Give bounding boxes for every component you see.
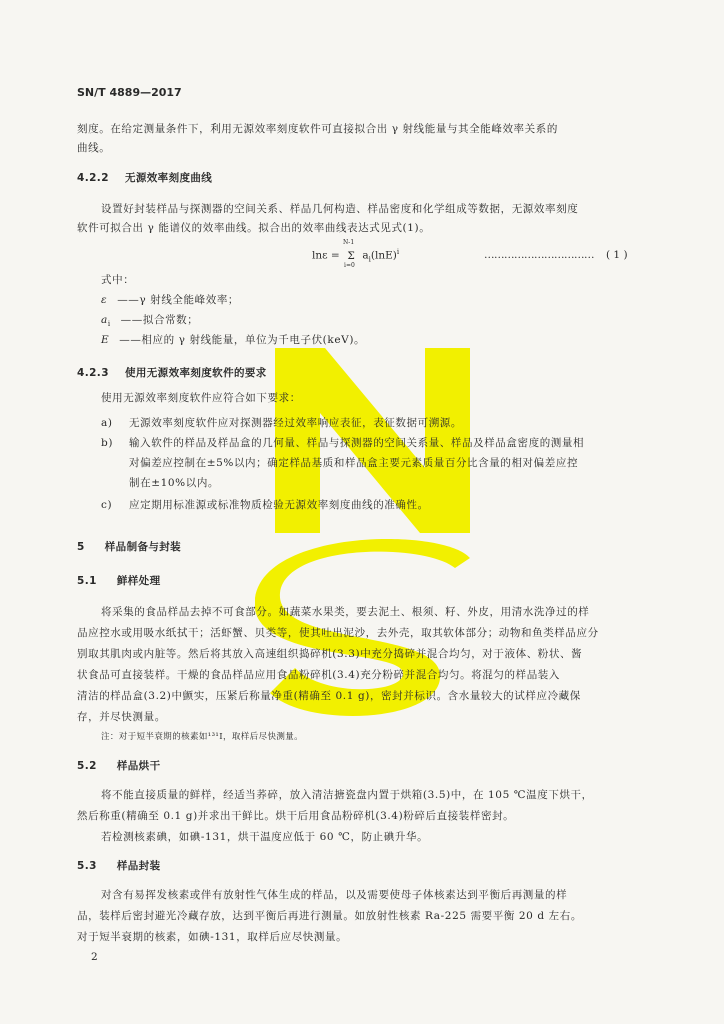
section-5-1-heading bbox=[77, 573, 160, 588]
formula-1: lnε = N-1 Σ i=0 $a_i(\ln E)^i$ bbox=[312, 238, 400, 269]
sum-lower-limit: i=0 bbox=[344, 261, 355, 269]
formula-number: ( 1 ) bbox=[606, 249, 628, 261]
paragraph-line: 品，装样后密封避光冷藏存放，达到平衡后再进行测量。如放射性核素 Ra-225 需要平衡 20 d 左右。 bbox=[77, 910, 582, 922]
definition-epsilon: ε ——γ 射线全能峰效率； bbox=[101, 294, 240, 306]
paragraph-line: 状食品可直接装样。干燥的食品样品应用食品粉碎机(3.4)充分粉碎并混合均匀。将混匀的样品装入 bbox=[77, 669, 560, 681]
list-marker: a) bbox=[101, 417, 113, 429]
list-item-line: 应定期用标准源或标准物质检验无源效率刻度曲线的准确性。 bbox=[129, 499, 429, 511]
where-label: 式中： bbox=[101, 274, 135, 286]
definition-e: E ——相应的 γ 射线能量，单位为千电子伏(keV)。 bbox=[101, 334, 366, 346]
standard-number: SN/T 4889—2017 bbox=[77, 86, 182, 99]
paragraph-line: 设置好封装样品与探测器的空间关系、样品几何构造、样品密度和化学组成等数据，无源效率刻度 bbox=[101, 203, 579, 215]
section-number: 5.1 bbox=[77, 575, 97, 587]
section-4-2-3-heading bbox=[77, 365, 267, 380]
paragraph-line: 若检测核素碘，如碘-131，烘干温度应低于 60 ℃，防止碘升华。 bbox=[101, 831, 429, 843]
formula-leader-dots: …………………………… bbox=[484, 249, 594, 261]
list-item-line: 制在±10%以内。 bbox=[129, 477, 220, 489]
sum-upper-limit: N-1 bbox=[343, 238, 355, 246]
paragraph-line: 对含有易挥发核素或伴有放射性气体生成的样品，以及需要使母子体核素达到平衡后再测量的样 bbox=[101, 889, 568, 901]
section-number: 5 bbox=[77, 541, 85, 553]
paragraph-line: 曲线。 bbox=[77, 142, 111, 154]
paragraph-line: 对于短半衰期的核素，如碘-131，取样后应尽快测量。 bbox=[77, 931, 348, 943]
section-5-heading bbox=[77, 539, 181, 554]
section-title: 无源效率刻度曲线 bbox=[124, 172, 213, 184]
section-number: 4.2.3 bbox=[77, 367, 109, 379]
list-item-line: 无源效率刻度软件应对探测器经过效率响应表征，表征数据可溯源。 bbox=[129, 417, 462, 429]
paragraph-line: 将采集的食品样品去掉不可食部分。如蔬菜水果类，要去泥土、根须、籽、外皮，用清水洗净过的样 bbox=[101, 606, 590, 618]
page-number: 2 bbox=[91, 951, 99, 963]
section-number: 5.2 bbox=[77, 760, 97, 772]
paragraph-line: 品应控水或用吸水纸拭干；活虾蟹、贝类等，使其吐出泥沙，去外壳，取其软体部分；动物和鱼类样品应分 bbox=[77, 627, 599, 639]
section-title: 使用无源效率刻度软件的要求 bbox=[124, 367, 267, 379]
paragraph-line: 刻度。在给定测量条件下，利用无源效率刻度软件可直接拟合出 γ 射线能量与其全能峰效率关系的 bbox=[77, 123, 558, 135]
paragraph-line: 清洁的样品盒(3.2)中颤实，压紧后称量净重(精确至 0.1 g)，密封并标识。含水量较大的试样应冷藏保 bbox=[77, 690, 581, 702]
paragraph-line: 将不能直接质量的鲜样，经适当荞碎，放入清洁搪瓷盘内置于烘箱(3.5)中，在 105 ℃温度下烘干， bbox=[101, 789, 593, 801]
list-item-line: 输入软件的样品及样品盒的几何量、样品与探测器的空间关系量、样品及样品盒密度的测量相 bbox=[129, 437, 585, 449]
section-5-2-heading bbox=[77, 758, 160, 773]
list-marker: b) bbox=[101, 437, 114, 449]
summation-symbol: N-1 Σ i=0 bbox=[343, 238, 355, 269]
section-4-2-2-heading bbox=[77, 170, 212, 185]
definition-a-i: $a_i$ ——拟合常数； bbox=[101, 314, 199, 329]
section-number: 5.3 bbox=[77, 860, 97, 872]
section-title: 鲜样处理 bbox=[116, 575, 161, 587]
section-title: 样品烘干 bbox=[116, 760, 161, 772]
list-marker: c) bbox=[101, 499, 113, 511]
paragraph-line: 存，并尽快测量。 bbox=[77, 711, 166, 723]
section-title: 样品制备与封装 bbox=[104, 541, 182, 553]
formula-lhs: lnε = bbox=[312, 249, 340, 262]
note: 注：对于短半衰期的核素如¹³¹I，取样后尽快测量。 bbox=[101, 732, 304, 742]
section-number: 4.2.2 bbox=[77, 172, 109, 184]
list-intro: 使用无源效率刻度软件应符合如下要求： bbox=[101, 392, 301, 404]
paragraph-line: 然后称重(精确至 0.1 g)并求出干鲜比。烘干后用食品粉碎机(3.4)粉碎后直接装样密封。 bbox=[77, 810, 515, 822]
section-5-3-heading bbox=[77, 858, 160, 873]
paragraph-line: 别取其肌肉或内脏等。然后将其放入高速组织捣碎机(3.3)中充分捣碎并混合均匀，对于液体、粉状、酱 bbox=[77, 648, 583, 660]
section-title: 样品封装 bbox=[116, 860, 161, 872]
paragraph-line: 软件可拟合出 γ 能谱仪的效率曲线。拟合出的效率曲线表达式见式(1)。 bbox=[77, 222, 431, 234]
list-item-line: 对偏差应控制在±5%以内；确定样品基质和样品盒主要元素质量百分比含量的相对偏差应控 bbox=[129, 457, 579, 469]
